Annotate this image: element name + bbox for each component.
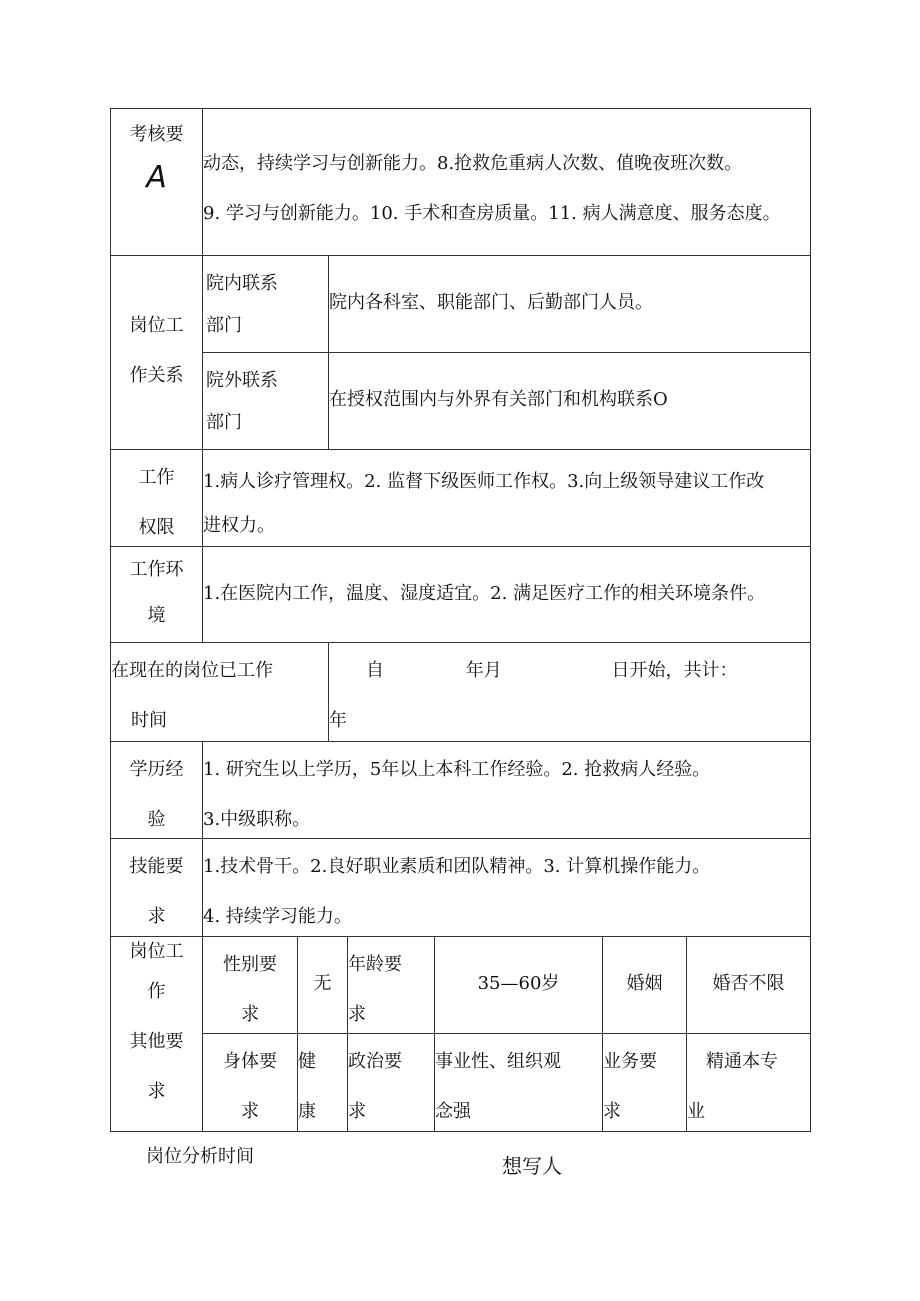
external-label-1: 院外联系 (206, 370, 278, 391)
age-label-2: 求 (348, 1004, 366, 1025)
assess-content-cell (202, 108, 811, 255)
education-label-1: 学历经 (129, 759, 184, 780)
gender-value-cell (297, 936, 347, 1033)
authority-line-2: 进权力。 (203, 515, 275, 536)
authority-line-1: 1.病人诊疗管理权。2. 监督下级医师工作权。3.向上级领导建议工作改 (203, 471, 765, 492)
business-label-2: 求 (603, 1101, 621, 1122)
skills-content-cell (202, 838, 811, 936)
business-value-1: 精通本专 (706, 1051, 778, 1072)
tenure-value-cell (328, 642, 811, 741)
gender-label-cell (202, 936, 297, 1033)
assess-label-cell (110, 108, 202, 255)
business-label-cell (602, 1033, 686, 1132)
analysis-time-label: 岗位分析时间 (146, 1146, 254, 1167)
body-value-cell (297, 1033, 347, 1132)
education-line-2: 3.中级职称。 (203, 809, 311, 830)
body-value-2: 康 (298, 1101, 316, 1122)
environment-label-cell (110, 546, 202, 642)
political-label-2: 求 (348, 1101, 366, 1122)
tenure-label-1: 在现在的岗位已工作 (111, 660, 273, 681)
skills-label-2: 求 (147, 906, 166, 927)
other-label-4: 求 (147, 1081, 166, 1102)
tenure-from: 自 (366, 660, 384, 681)
authority-label-2: 权限 (138, 517, 175, 538)
external-label-cell (202, 352, 328, 449)
internal-label-1: 院内联系 (206, 273, 278, 294)
environment-label-1: 工作环 (129, 559, 184, 580)
skills-label-1: 技能要 (129, 856, 184, 877)
authority-label-1: 工作 (138, 467, 175, 488)
relations-label-cell (110, 255, 202, 449)
education-label-2: 验 (147, 809, 166, 830)
internal-label-2: 部门 (206, 315, 242, 336)
tenure-label-2: 时间 (131, 710, 167, 731)
political-value-1: 事业性、组织观 (435, 1051, 561, 1072)
body-label-1: 身体要 (223, 1051, 277, 1072)
political-value-cell (434, 1033, 602, 1132)
marriage-label: 婚姻 (626, 973, 663, 994)
other-label-2: 作 (147, 981, 166, 1002)
other-label-3: 其他要 (129, 1031, 184, 1052)
internal-label-cell (202, 255, 328, 352)
relations-label-2: 作关系 (129, 365, 184, 386)
gender-value: 无 (313, 973, 332, 994)
skills-label-cell (110, 838, 202, 936)
age-value: 35—60岁 (477, 973, 560, 994)
assess-line-1: 动态，持续学习与创新能力。8.抢救危重病人次数、值晚夜班次数。 (203, 153, 743, 174)
gender-label-2: 求 (241, 1004, 259, 1025)
other-label-1: 岗位工 (129, 941, 184, 962)
tenure-date-line (329, 646, 810, 696)
political-label-1: 政治要 (348, 1051, 402, 1072)
skills-line-1: 1.技术骨干。2.良好职业素质和团队精神。3. 计算机操作能力。 (203, 856, 711, 877)
age-label-cell (347, 936, 434, 1033)
environment-value: 1.在医院内工作，温度、湿度适宜。2. 满足医疗工作的相关环境条件。 (203, 583, 766, 604)
external-value: 在授权范围内与外界有关部门和机构联系O (329, 389, 668, 410)
education-line-1: 1. 研究生以上学历，5年以上本科工作经验。2. 抢救病人经验。 (203, 759, 711, 780)
age-value-cell (434, 936, 602, 1033)
age-label-1: 年龄要 (348, 954, 402, 975)
gender-label-1: 性别要 (223, 954, 277, 975)
marriage-value-cell (686, 936, 811, 1033)
marriage-value: 婚否不限 (712, 973, 785, 994)
tenure-years: 年 (329, 710, 347, 731)
assess-line-2: 9. 学习与创新能力。10. 手术和查房质量。11. 病人满意度、服务态度。 (203, 203, 781, 224)
education-label-cell (110, 741, 202, 838)
job-description-table (110, 108, 811, 1132)
tenure-day-start: 日开始，共计： (611, 660, 738, 681)
writer-label: 想写人 (502, 1154, 562, 1178)
business-label-1: 业务要 (603, 1051, 657, 1072)
other-label-cell (110, 936, 202, 1132)
education-content-cell (202, 741, 811, 838)
environment-content-cell (202, 546, 811, 642)
body-label-2: 求 (241, 1101, 259, 1122)
body-label-cell (202, 1033, 297, 1132)
marriage-label-cell (602, 936, 686, 1033)
skills-line-2: 4. 持续学习能力。 (203, 906, 352, 927)
political-value-2: 念强 (435, 1101, 471, 1122)
body-value-1: 健 (298, 1051, 316, 1072)
political-label-cell (347, 1033, 434, 1132)
relations-label-1: 岗位工 (129, 315, 184, 336)
tenure-label-cell (110, 642, 328, 741)
assess-label: 考核要 (129, 124, 184, 145)
business-value-2: 业 (687, 1101, 705, 1122)
tenure-year-month: 年月 (465, 660, 502, 681)
business-value-cell (686, 1033, 811, 1132)
environment-label-2: 境 (147, 605, 166, 626)
authority-label-cell (110, 449, 202, 546)
external-label-2: 部门 (206, 412, 242, 433)
external-value-cell (328, 352, 811, 449)
assess-label-letter: A (146, 160, 167, 195)
internal-value: 院内各科室、职能部门、后勤部门人员。 (329, 292, 653, 313)
internal-value-cell (328, 255, 811, 352)
authority-content-cell (202, 449, 811, 546)
